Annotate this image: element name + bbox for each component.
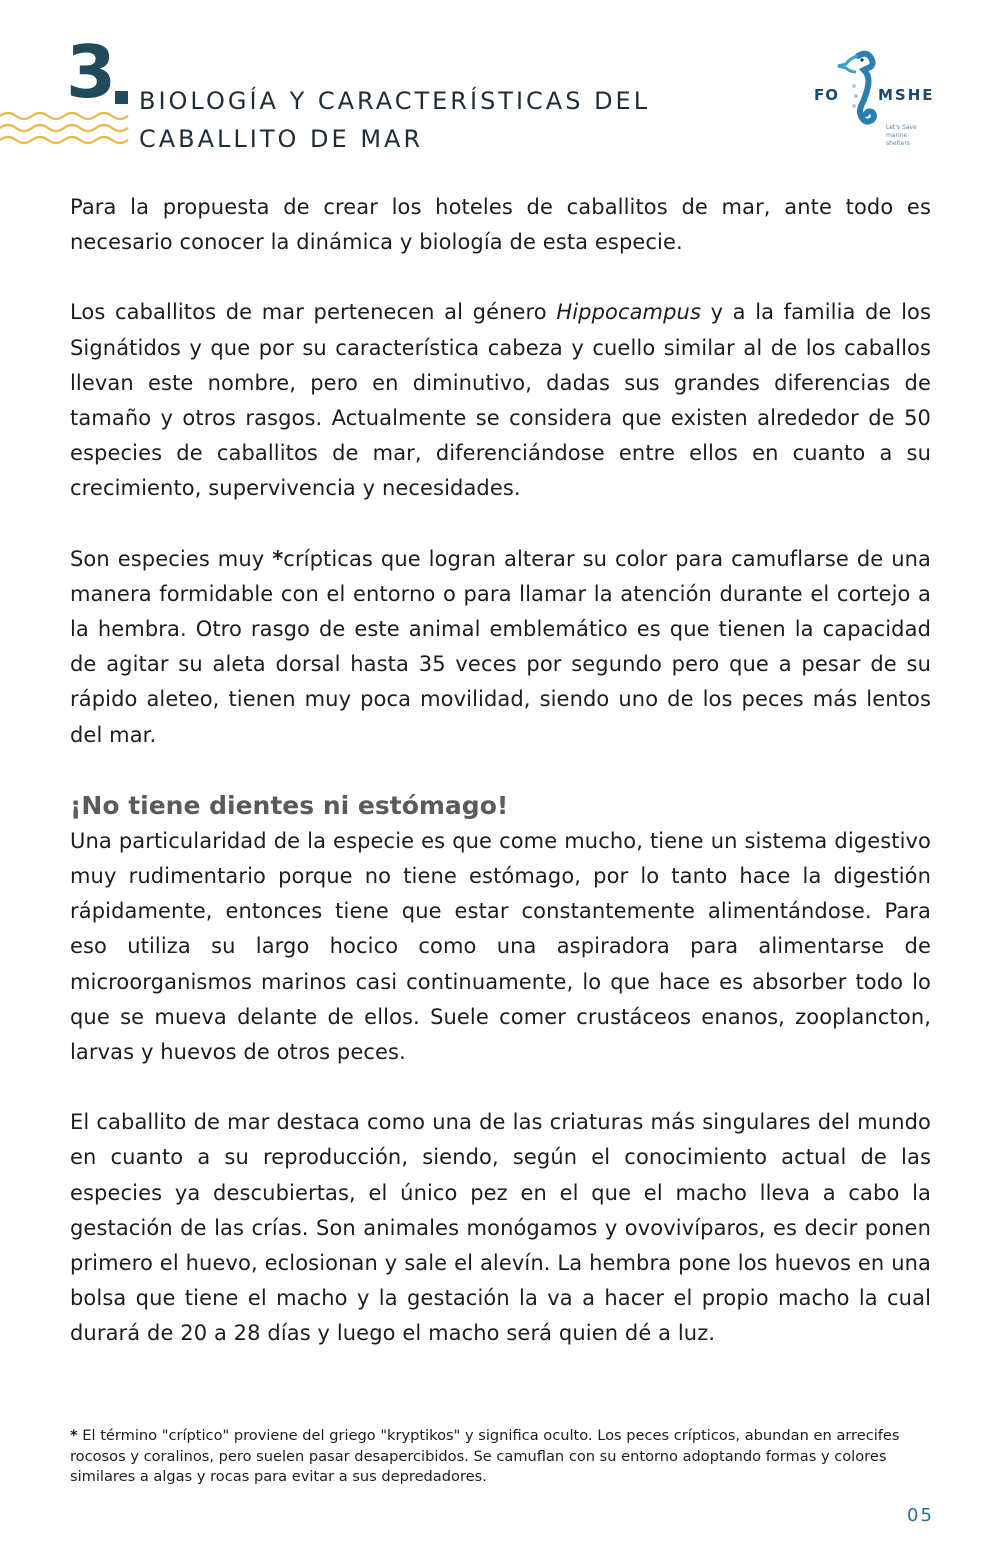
paragraph-cryptic-end: crípticas que logran alterar su color para camuflarse de una manera formidable con el entorno o para llamar la atención durante el cortejo a la hembra. Otro rasgo de este animal emblemático es que tienen la capacidad de agitar su aleta dorsal hasta 35 veces por segundo pero que a pesar de su rápido aleteo, tienen muy poca movilidad, siendo uno de los peces más lentos del mar. <box>70 546 931 747</box>
paragraph-intro: Para la propuesta de crear los hoteles de caballitos de mar, ante todo es necesario conocer la dinámica y biología de esta especie. <box>70 195 931 255</box>
paragraph-digestion: Una particularidad de la especie es que come mucho, tiene un sistema digestivo muy rudimentario porque no tiene estómago, por lo tanto hace la digestión rápidamente, entonces tiene que estar constantemente alimentándose. Para eso utiliza su largo hocico como una aspiradora para alimentarse de microorganismos marinos casi continuamente, lo que hace es absorber todo lo que se mueva delante de ellos. Suele comer crustáceos enanos, zooplancton, larvas y huevos de otros peces. <box>70 828 931 1065</box>
logo-text-left: FO <box>814 86 839 104</box>
subheading: ¡No tiene dientes ni estómago! <box>70 790 509 820</box>
footnote-marker-inline: * <box>272 546 284 571</box>
page-header <box>0 0 1000 170</box>
section-title-line-2: CABALLITO DE MAR <box>139 125 424 153</box>
paragraph-cryptic-start: Son especies muy <box>70 546 273 571</box>
paragraph-reproduction: El caballito de mar destaca como una de las criaturas más singulares del mundo en cuanto a su reproducción, siendo, según el conocimiento actual de las especies ya descubiertas, el único pez en el que el macho lleva a cabo la gestación de las crías. Son animales monógamos y ovovivíparos, es decir ponen primero el huevo, eclosionan y sale el alevín. La hembra pone los huevos en una bolsa que tiene el macho y la gestación la va a hacer el propio macho la cual durará de 20 a 28 días y luego el macho será quien dé a luz. <box>70 1110 931 1346</box>
section-title-line-1: BIOLOGÍA Y CARACTERÍSTICAS DEL <box>139 87 651 115</box>
section-number-dot <box>115 91 128 104</box>
paragraph-cryptic <box>70 542 931 753</box>
logo-tagline-line-1: Let's Save <box>886 124 917 131</box>
section-title <box>139 82 650 158</box>
footnote-marker: * <box>70 1427 78 1444</box>
footnote <box>70 1426 932 1488</box>
seahorse-icon <box>832 50 882 142</box>
waves-icon <box>0 110 132 146</box>
page-number: 05 <box>907 1505 934 1526</box>
logo-tagline <box>886 124 932 148</box>
logo-text-right: MSHE <box>878 86 935 104</box>
genus-name: Hippocampus <box>556 300 701 325</box>
main-content <box>70 190 931 1387</box>
footnote-text: El término "críptico" proviene del griego "kryptikos" y significa oculto. Los peces crípticos, abundan en arrecifes rocosos y coralinos, pero suelen pasar desapercibidos. Se camuflan con su entorno adoptando formas y colores similares a algas y rocas para evitar a sus depredadores. <box>70 1427 900 1485</box>
paragraph-genus <box>70 295 931 506</box>
section-number: 3 <box>66 30 115 114</box>
paragraph-genus-start: Los caballitos de mar pertenecen al género <box>70 300 557 325</box>
logo-tagline-line-2: marine shelters <box>886 132 910 147</box>
fomshe-logo <box>812 50 935 147</box>
paragraph-genus-end: y a la familia de los Signátidos y que por su característica cabeza y cuello similar al de los caballos llevan este nombre, pero en diminutivo, dadas sus grandes diferencias de tamaño y otros rasgos. Actualmente se considera que existen alrededor de 50 especies de caballitos de mar, diferenciándose entre ellos en cuanto a su crecimiento, supervivencia y necesidades. <box>70 300 931 501</box>
